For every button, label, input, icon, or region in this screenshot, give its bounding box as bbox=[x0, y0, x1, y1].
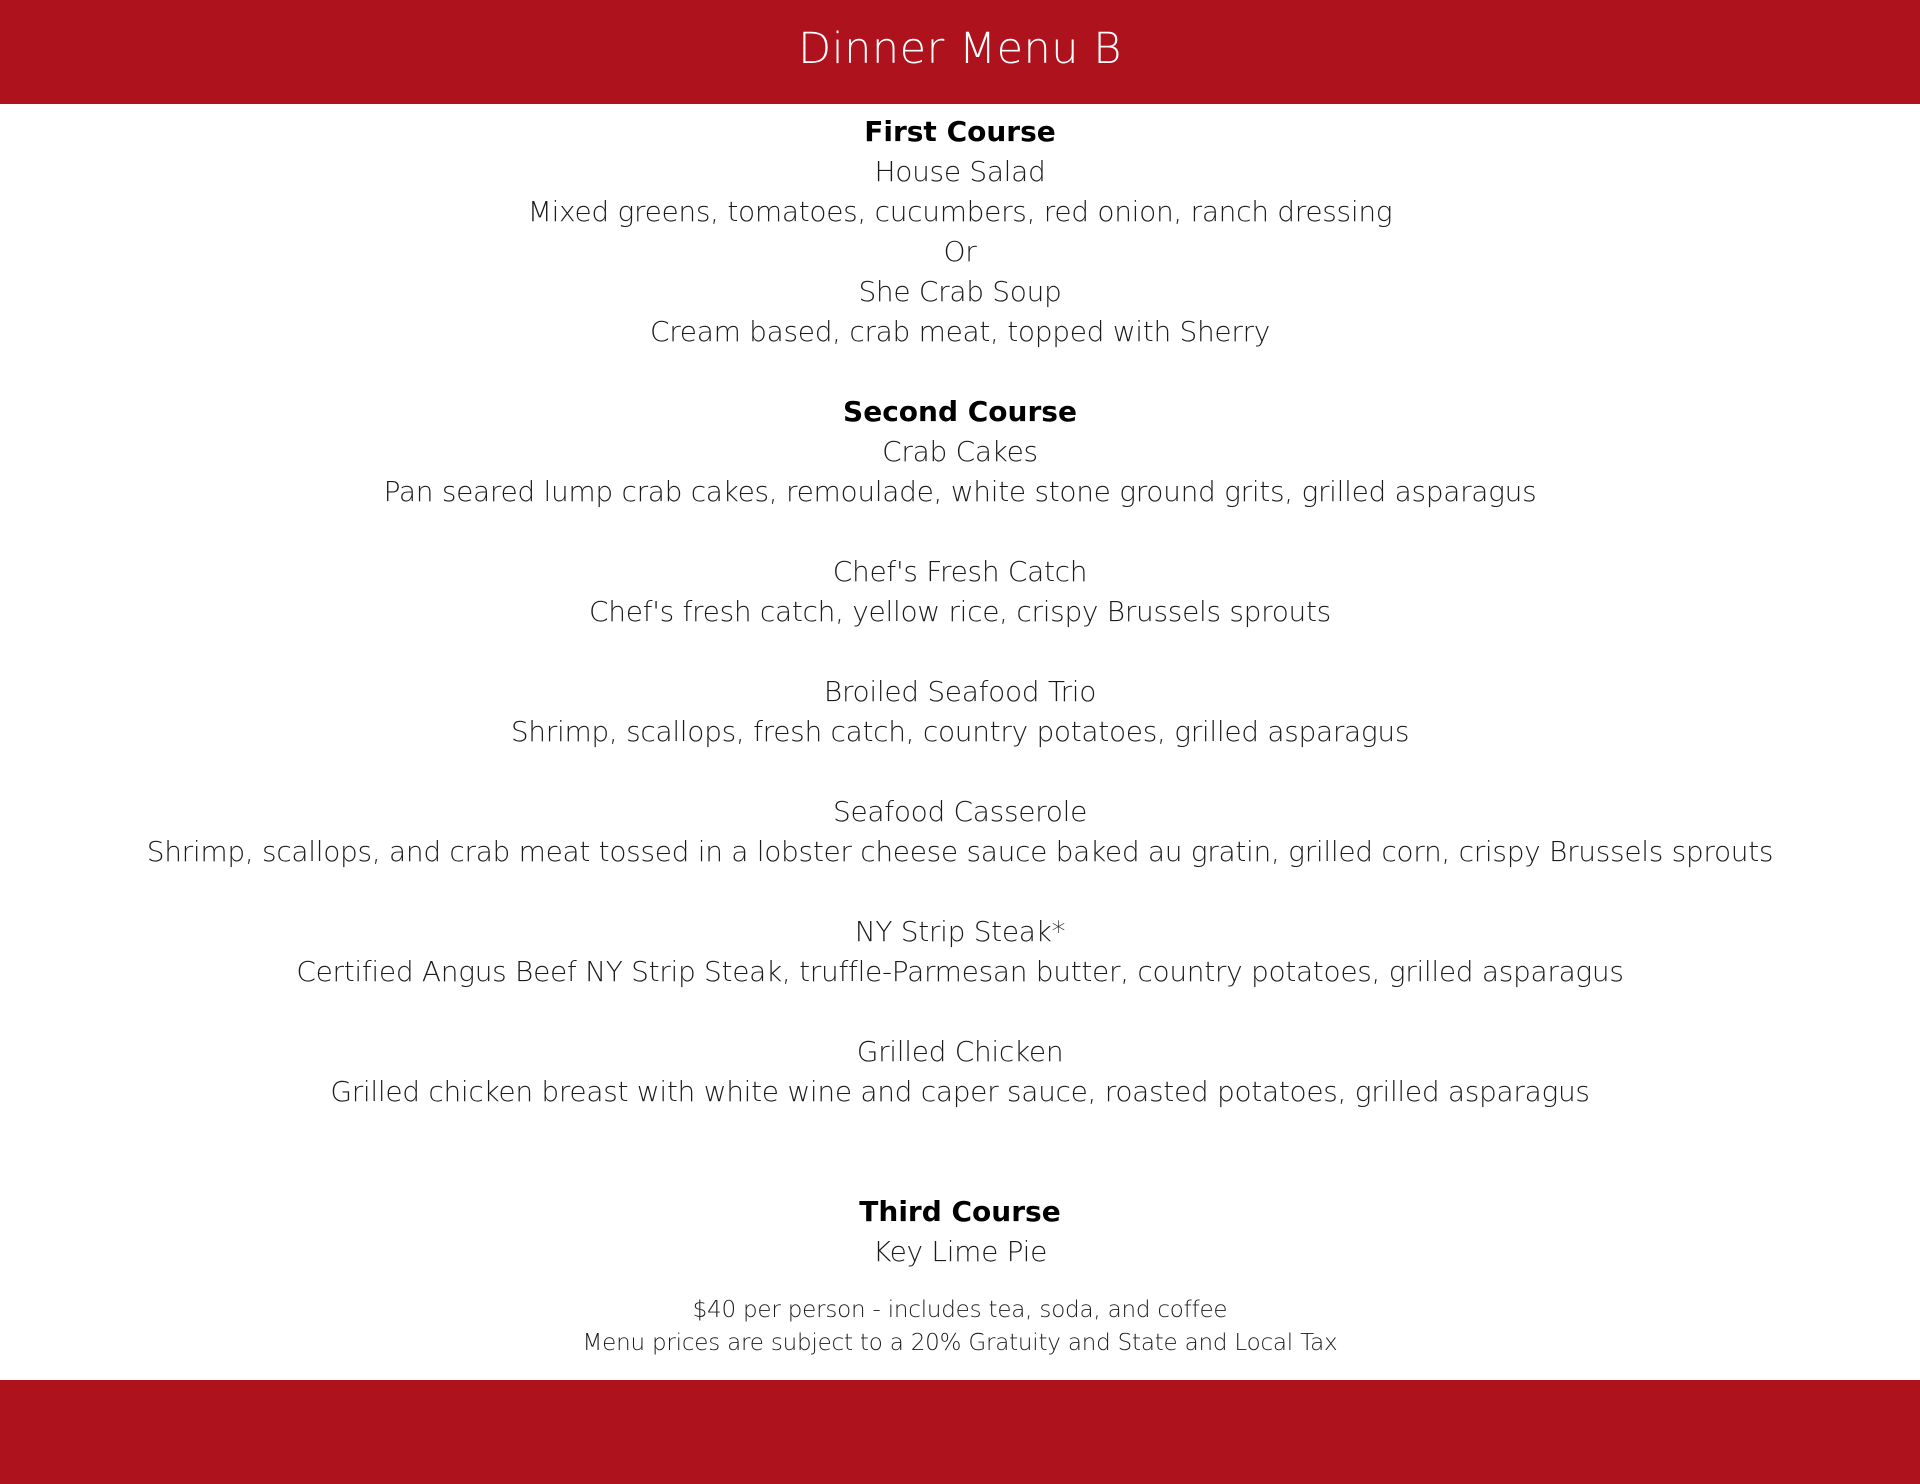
footer-band bbox=[0, 1380, 1920, 1484]
menu-item-description: Grilled chicken breast with white wine and caper sauce, roasted potatoes, grilled asparagus bbox=[330, 1075, 1590, 1108]
menu-item bbox=[0, 1032, 1920, 1112]
menu-item-description: Certified Angus Beef NY Strip Steak, truffle-Parmesan butter, country potatoes, grilled asparagus bbox=[296, 955, 1624, 988]
spacer bbox=[0, 1112, 1920, 1192]
spacer bbox=[0, 992, 1920, 1032]
spacer bbox=[0, 632, 1920, 672]
second-course-section bbox=[0, 392, 1920, 1112]
spacer bbox=[0, 1272, 1920, 1294]
first-course-line: Cream based, crab meat, topped with Sherry bbox=[649, 315, 1271, 348]
menu-item-name: Seafood Casserole bbox=[833, 795, 1087, 828]
first-course-line: Or bbox=[943, 235, 977, 268]
first-course-line: She Crab Soup bbox=[858, 275, 1062, 308]
menu-title: Dinner Menu B bbox=[798, 24, 1122, 74]
menu-item-description: Pan seared lump crab cakes, remoulade, white stone ground grits, grilled asparagus bbox=[383, 475, 1537, 508]
menu-item bbox=[0, 912, 1920, 992]
menu-item-description: Shrimp, scallops, fresh catch, country potatoes, grilled asparagus bbox=[510, 715, 1410, 748]
menu-item-name: Key Lime Pie bbox=[872, 1235, 1048, 1268]
spacer bbox=[0, 512, 1920, 552]
first-course-heading: First Course bbox=[864, 115, 1056, 148]
menu-item-description: Chef's fresh catch, yellow rice, crispy Brussels sprouts bbox=[589, 595, 1331, 628]
menu-item-description: Shrimp, scallops, and crab meat tossed in a lobster cheese sauce baked au gratin, grilled corn, crispy Brussels sprouts bbox=[146, 835, 1774, 868]
menu-item bbox=[0, 792, 1920, 872]
menu-item-name: Crab Cakes bbox=[882, 435, 1038, 468]
spacer bbox=[0, 752, 1920, 792]
menu-item-name: Chef's Fresh Catch bbox=[832, 555, 1088, 588]
first-course-line: House Salad bbox=[874, 155, 1046, 188]
menu-item-name: NY Strip Steak* bbox=[854, 915, 1066, 948]
third-course-heading: Third Course bbox=[859, 1195, 1061, 1228]
menu-item bbox=[0, 552, 1920, 632]
menu-item bbox=[0, 432, 1920, 512]
menu-item-name: Grilled Chicken bbox=[856, 1035, 1064, 1068]
first-course-section bbox=[0, 112, 1920, 352]
pricing-note bbox=[0, 1294, 1920, 1360]
header-band bbox=[0, 0, 1920, 104]
first-course-line: Mixed greens, tomatoes, cucumbers, red onion, ranch dressing bbox=[527, 195, 1393, 228]
third-course-section bbox=[0, 1192, 1920, 1272]
second-course-heading: Second Course bbox=[843, 395, 1077, 428]
price-line: $40 per person - includes tea, soda, and coffee bbox=[692, 1297, 1228, 1323]
menu-content bbox=[0, 112, 1920, 1360]
gratuity-line: Menu prices are subject to a 20% Gratuity and State and Local Tax bbox=[582, 1330, 1338, 1356]
menu-item-name: Broiled Seafood Trio bbox=[823, 675, 1097, 708]
menu-item bbox=[0, 672, 1920, 752]
spacer bbox=[0, 352, 1920, 392]
spacer bbox=[0, 872, 1920, 912]
